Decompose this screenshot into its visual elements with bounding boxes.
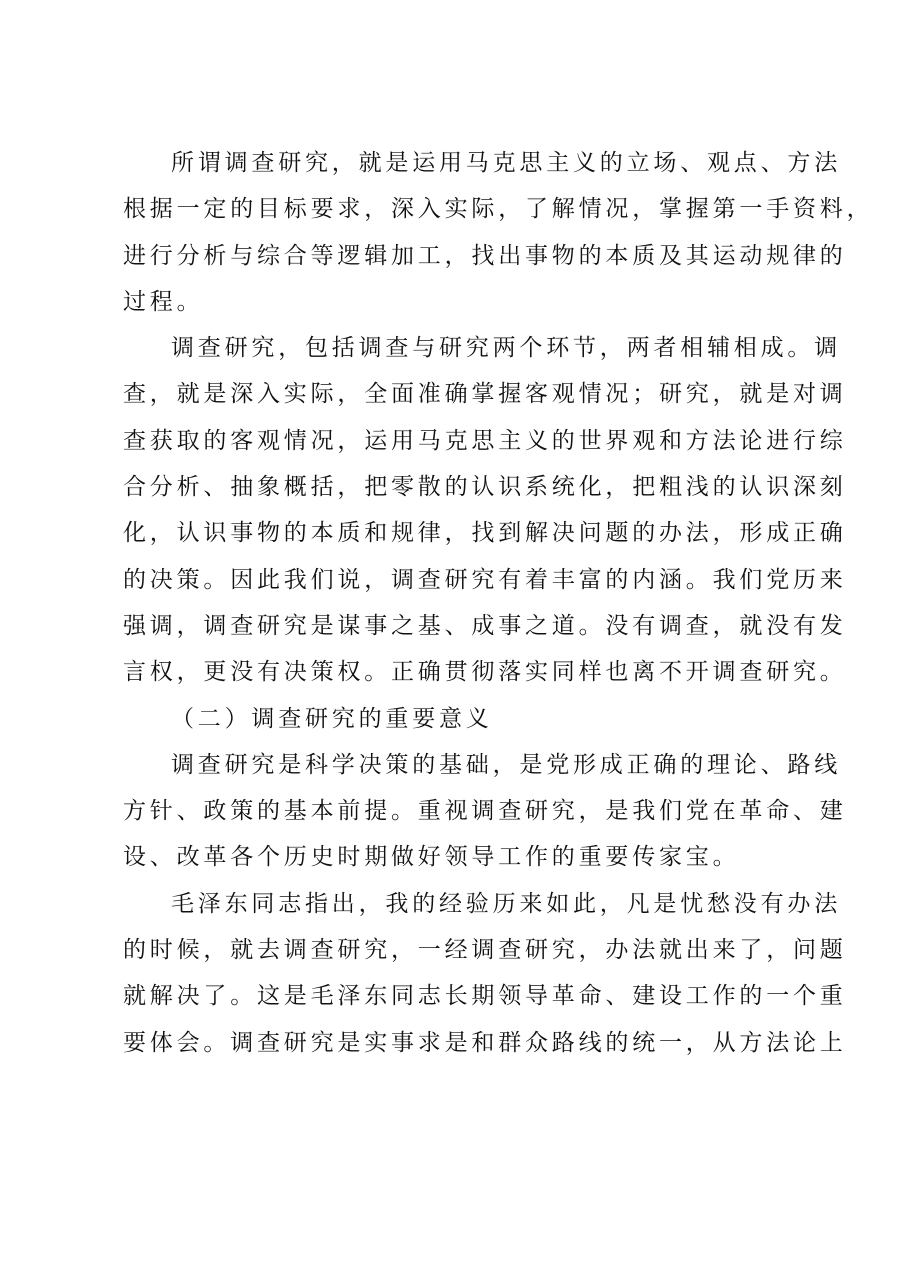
paragraph-definition bbox=[123, 140, 874, 325]
text-line: 毛泽东同志指出，我的经验历来如此，凡是忧愁没有办法 bbox=[171, 890, 841, 917]
text-line: 的决策。因此我们说，调查研究有着丰富的内涵。我们党历来 bbox=[123, 566, 847, 593]
text-line: 的时候，就去调查研究，一经调查研究，办法就出来了，问题 bbox=[123, 937, 847, 964]
text-line: 强调，调查研究是谋事之基、成事之道。没有调查，就没有发 bbox=[123, 612, 847, 639]
text-line: 方针、政策的基本前提。重视调查研究，是我们党在革命、建 bbox=[123, 798, 847, 825]
text-line: 化，认识事物的本质和规律，找到解决问题的办法，形成正确 bbox=[123, 520, 847, 547]
text-line: 就解决了。这是毛泽东同志长期领导革命、建设工作的一个重 bbox=[123, 983, 847, 1010]
section-heading-text: （二）调查研究的重要意义 bbox=[171, 705, 493, 732]
text-line: 调查研究，包括调查与研究两个环节，两者相辅相成。调 bbox=[171, 335, 841, 362]
document-body bbox=[123, 140, 874, 1066]
text-line: 根据一定的目标要求，深入实际，了解情况，掌握第一手资料， bbox=[123, 196, 874, 223]
text-line: 查，就是深入实际，全面准确掌握客观情况；研究，就是对调 bbox=[123, 381, 847, 408]
text-line: 查获取的客观情况，运用马克思主义的世界观和方法论进行综 bbox=[123, 427, 847, 454]
text-line: 进行分析与综合等逻辑加工，找出事物的本质及其运动规律的 bbox=[123, 242, 847, 269]
text-line: 调查研究是科学决策的基础，是党形成正确的理论、路线 bbox=[171, 751, 841, 778]
paragraph-two-links bbox=[123, 325, 847, 695]
section-heading bbox=[123, 696, 796, 742]
text-line: 言权，更没有决策权。正确贯彻落实同样也离不开调查研究。 bbox=[123, 659, 847, 686]
text-line: 过程。 bbox=[123, 288, 204, 315]
text-line: 所谓调查研究，就是运用马克思主义的立场、观点、方法 bbox=[171, 150, 841, 176]
paragraph-mao-quote bbox=[123, 881, 847, 1066]
text-line: 设、改革各个历史时期做好领导工作的重要传家宝。 bbox=[123, 844, 740, 871]
text-line: 要体会。调查研究是实事求是和群众路线的统一，从方法论上 bbox=[123, 1029, 847, 1056]
paragraph-significance bbox=[123, 742, 847, 881]
text-line: 合分析、抽象概括，把零散的认识系统化，把粗浅的认识深刻 bbox=[123, 474, 847, 501]
